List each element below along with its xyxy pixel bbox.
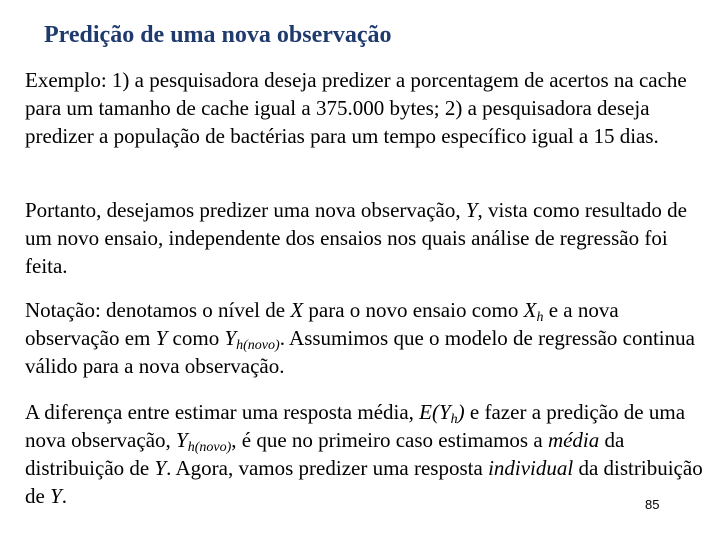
- slide-title: Predição de uma nova observação: [44, 22, 392, 48]
- variable-yh: Y: [176, 428, 188, 452]
- p4-text-e: . Agora, vamos predizer uma resposta: [166, 456, 489, 480]
- p4-text-g: .: [61, 484, 68, 508]
- page-number: 85: [645, 497, 660, 512]
- variable-yh-subscript: h(novo): [236, 338, 280, 353]
- p3-text-a: Notação: denotamos o nível de: [25, 298, 291, 322]
- word-individual: individual: [488, 456, 574, 480]
- variable-y: Y: [154, 456, 167, 480]
- variable-xh: X: [523, 298, 537, 322]
- p3-text-c: e a nova observação em: [25, 298, 619, 350]
- p2-text-a: Portanto, desejamos predizer uma nova observação,: [25, 198, 466, 222]
- paragraph-notation: [25, 296, 705, 380]
- expected-value-subscript: h: [450, 412, 458, 427]
- variable-xh-subscript: h: [536, 310, 544, 325]
- variable-y: Y: [50, 484, 62, 508]
- p4-text-b: e fazer a predição de uma nova observação,: [25, 400, 686, 452]
- paragraph-objective: [25, 196, 705, 280]
- expected-value-close: ): [457, 400, 465, 424]
- p3-text-e: . Assumimos que o modelo de regressão continua válido para a nova observação.: [25, 326, 695, 378]
- variable-yh: Y: [224, 326, 237, 350]
- p3-text-b: para o novo ensaio como: [303, 298, 524, 322]
- variable-x: X: [290, 298, 304, 322]
- word-media: média: [547, 428, 600, 452]
- example-text: Exemplo: 1) a pesquisadora deseja predizer a porcentagem de acertos na cache para um tamanho de cache igual a 375.000 bytes; 2) a pesquisadora deseja predizer a população de bactérias para um tempo específico igual a 15 dias.: [25, 68, 687, 148]
- paragraph-difference: [25, 398, 705, 510]
- p2-text-b: , vista como resultado de um novo ensaio, independente dos ensaios nos quais análise de regressão foi feita.: [25, 198, 687, 278]
- variable-y: Y: [155, 326, 168, 350]
- p4-text-f: da distribuição de: [25, 456, 703, 508]
- variable-yh-subscript: h(novo): [187, 440, 232, 455]
- p3-text-d: como: [167, 326, 225, 350]
- p4-text-d: da distribuição de: [25, 428, 625, 480]
- expected-value: E(Y: [419, 400, 451, 424]
- paragraph-example: [25, 66, 705, 150]
- p4-text-a: A diferença entre estimar uma resposta média,: [25, 400, 420, 424]
- p4-text-c: , é que no primeiro caso estimamos a: [231, 428, 548, 452]
- variable-y: Y: [465, 198, 478, 222]
